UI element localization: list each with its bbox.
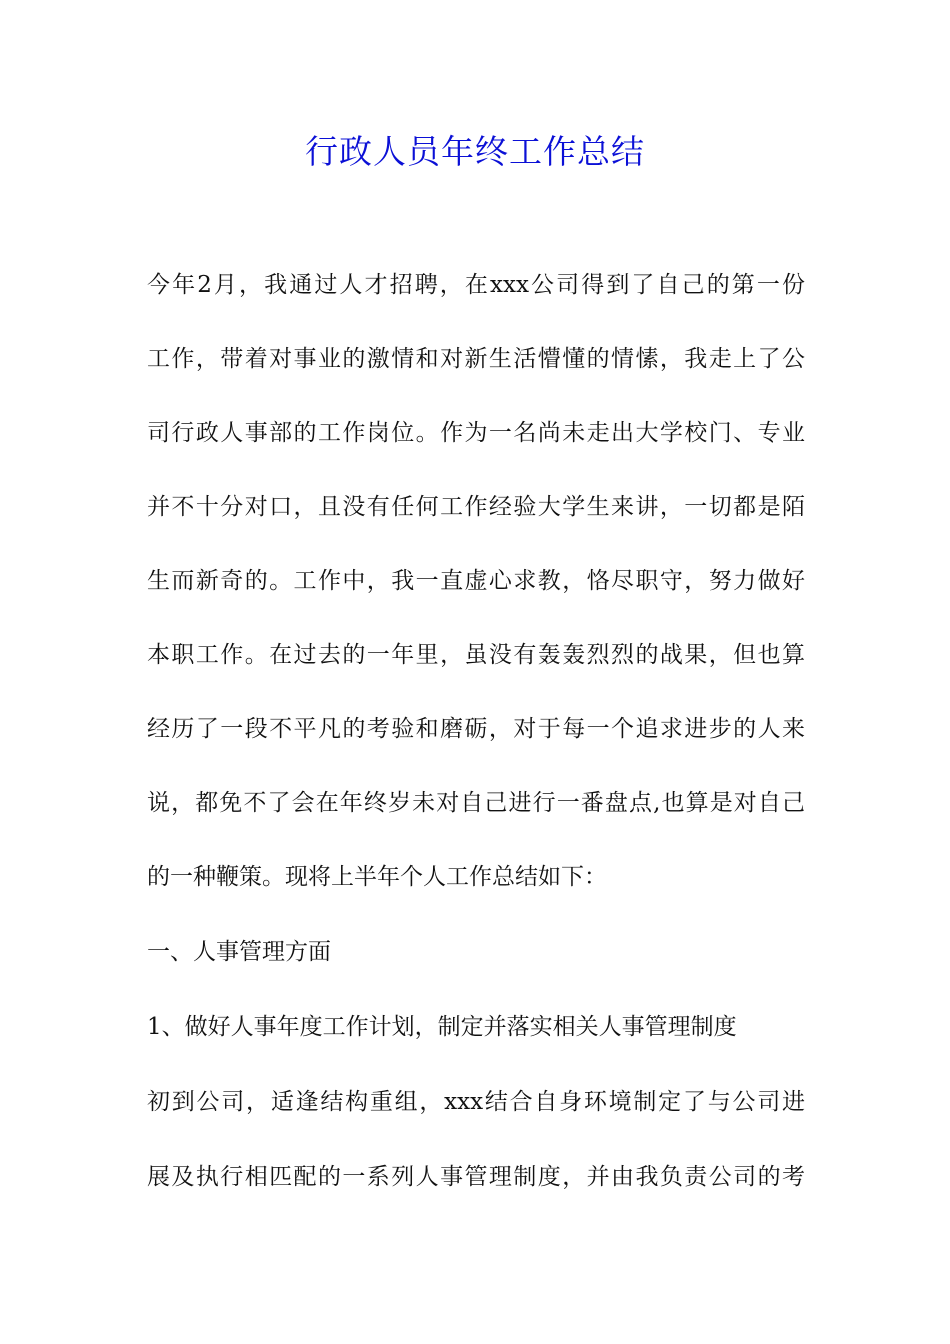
body-line: 初到公司，适逢结构重组，xxx结合自身环境制定了与公司进 bbox=[147, 1089, 805, 1115]
document-title: 行政人员年终工作总结 bbox=[305, 132, 645, 171]
body-line: 今年2月，我通过人才招聘，在xxx公司得到了自己的第一份 bbox=[147, 272, 805, 298]
subsection-heading: 1、做好人事年度工作计划，制定并落实相关人事管理制度 bbox=[147, 1014, 737, 1040]
body-line: 司行政人事部的工作岗位。作为一名尚未走出大学校门、专业 bbox=[147, 420, 805, 446]
body-line: 并不十分对口，且没有任何工作经验大学生来讲，一切都是陌 bbox=[147, 494, 805, 520]
section-heading: 一、人事管理方面 bbox=[147, 939, 331, 965]
body-line: 说，都免不了会在年终岁未对自己进行一番盘点,也算是对自己 bbox=[147, 790, 805, 816]
body-line: 生而新奇的。工作中，我一直虚心求教，恪尽职守，努力做好 bbox=[147, 568, 805, 594]
body-line: 本职工作。在过去的一年里，虽没有轰轰烈烈的战果，但也算 bbox=[147, 642, 805, 668]
body-line: 展及执行相匹配的一系列人事管理制度，并由我负责公司的考 bbox=[147, 1164, 805, 1190]
body-line: 的一种鞭策。现将上半年个人工作总结如下： bbox=[147, 864, 607, 890]
body-line: 经历了一段不平凡的考验和磨砺，对于每一个追求进步的人来 bbox=[147, 716, 805, 742]
body-line: 工作，带着对事业的激情和对新生活懵懂的情愫，我走上了公 bbox=[147, 346, 805, 372]
